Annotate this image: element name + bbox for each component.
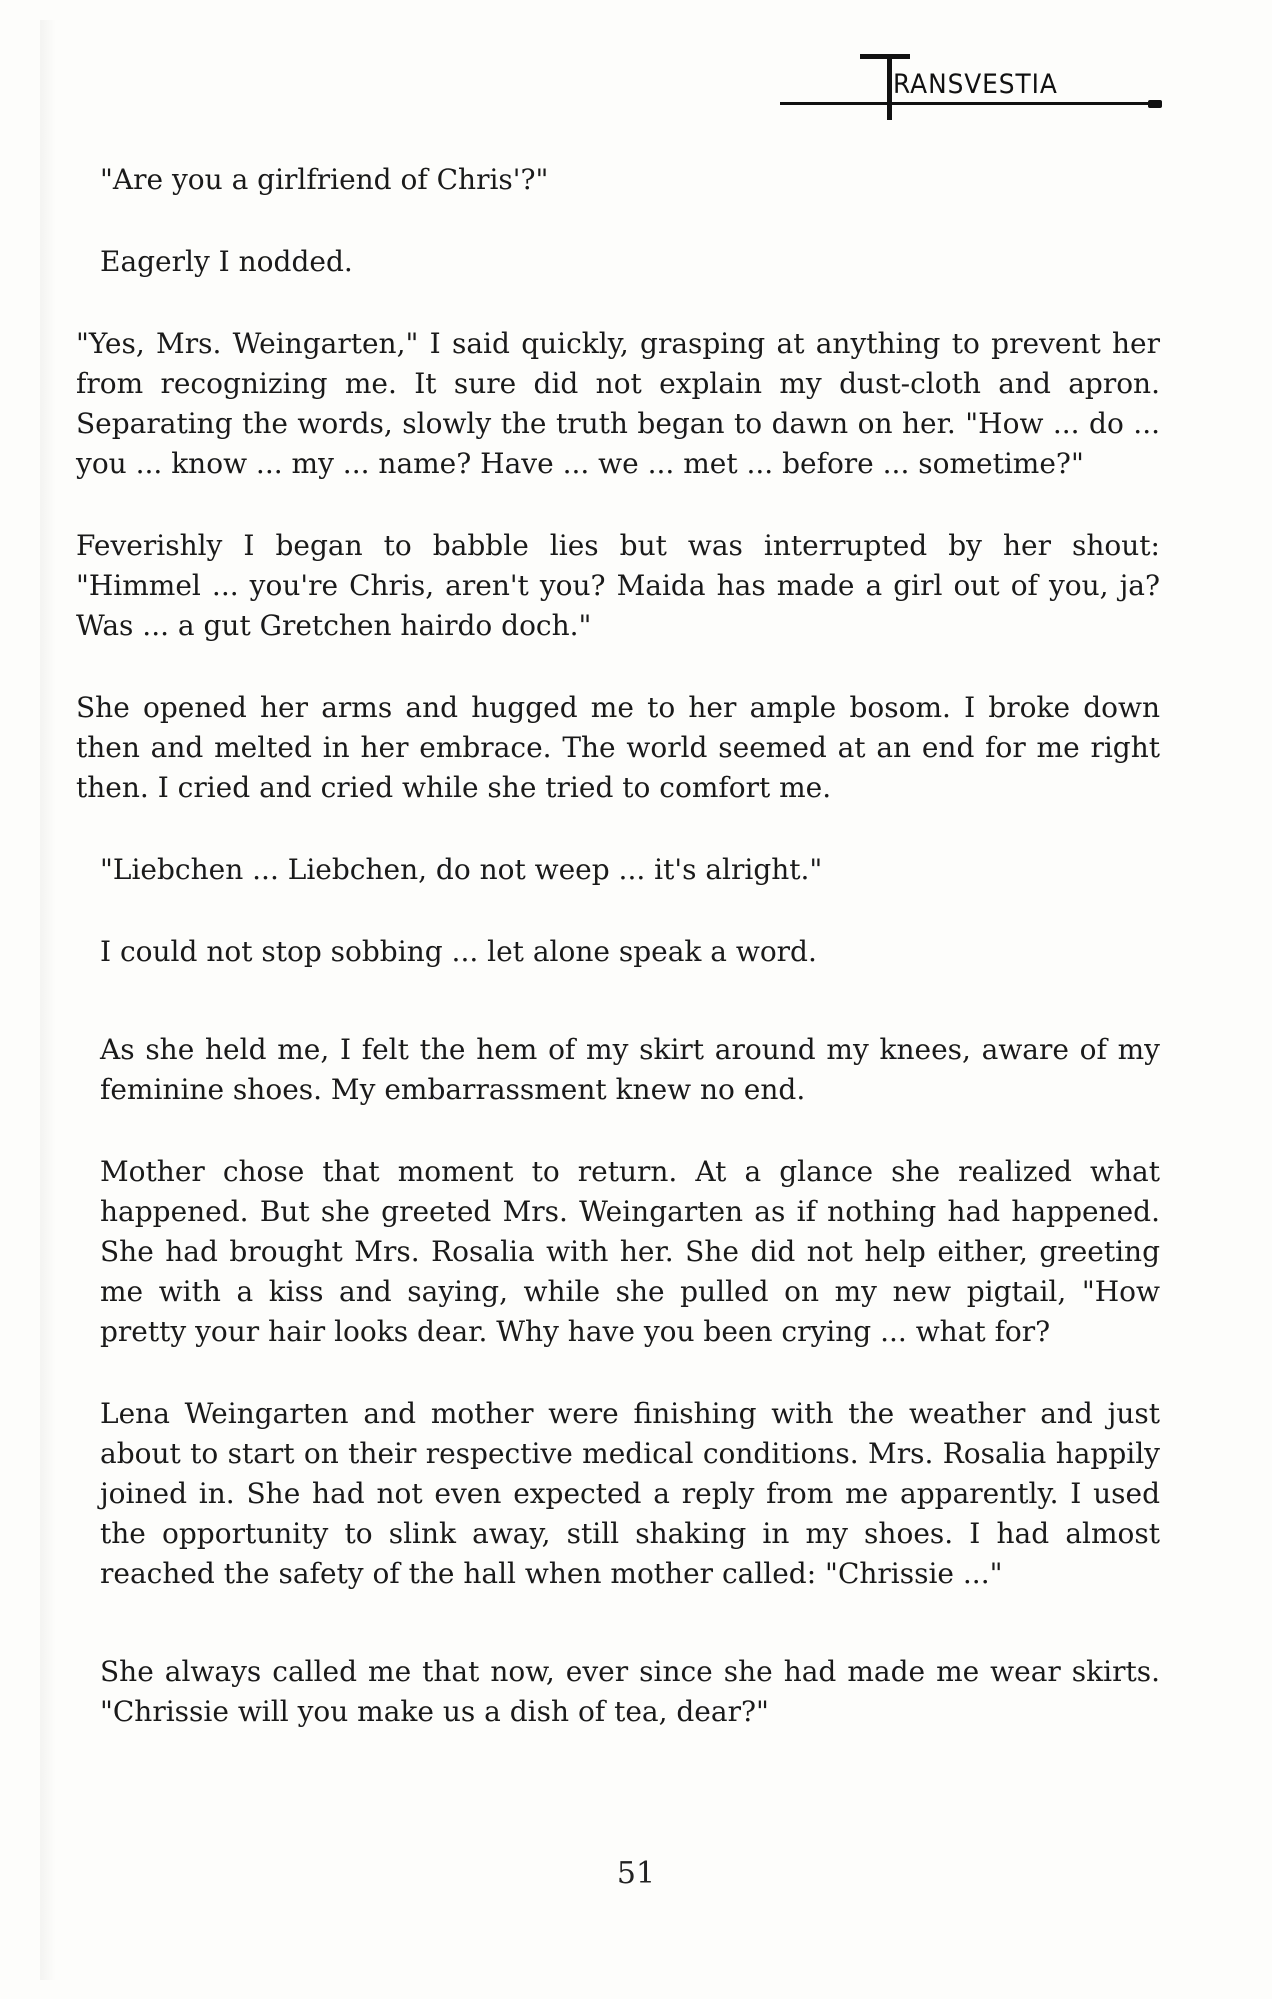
body-text [76, 160, 1160, 1774]
running-title: RANSVESTIA [893, 69, 1058, 100]
paragraph-4: Feverishly I began to babble lies but was interrupted by her shout: "Himmel ... you're Chris, aren't you? Maida has made a girl out of you, ja? Was ... a gut Gretchen hairdo doch." [76, 529, 1160, 642]
header-rule [780, 102, 1148, 105]
paragraph-8: As she held me, I felt the hem of my skirt around my knees, aware of my feminine shoes. My embarrassment knew no end. [100, 1033, 1160, 1106]
header-rule-end [1148, 100, 1162, 108]
page-number: 51 [616, 1856, 656, 1891]
paragraph-9: Mother chose that moment to return. At a glance she realized what happened. But she greeted Mrs. Weingarten as if nothing had happened. She had brought Mrs. Rosalia with her. She did not help either, greeting me with a kiss and saying, while she pulled on my new pigtail, "How pretty your hair looks dear. Why have you been crying ... what for? [100, 1155, 1160, 1348]
running-header [780, 52, 1180, 122]
paragraph-11: She always called me that now, ever since she had made me wear skirts. "Chrissie will you make us a dish of tea, dear?" [100, 1655, 1160, 1728]
paragraph-1: "Are you a girlfriend of Chris'?" [100, 163, 549, 196]
paragraph-5: She opened her arms and hugged me to her ample bosom. I broke down then and melted in her embrace. The world seemed at an end for me right then. I cried and cried while she tried to comfort me. [76, 691, 1160, 804]
paragraph-3: "Yes, Mrs. Weingarten," I said quickly, grasping at anything to prevent her from recognizing me. It sure did not explain my dust-cloth and apron. Separating the words, slowly the truth began to dawn on her. "How ... do ... you ... know ... my ... name? Have ... we ... met ... before ... sometime?" [76, 327, 1160, 480]
paragraph-7: I could not stop sobbing ... let alone speak a word. [100, 935, 817, 968]
paragraph-10: Lena Weingarten and mother were finishing with the weather and just about to start on their respective medical conditions. Mrs. Rosalia happily joined in. She had not even expected a reply from me apparently. I used the opportunity to slink away, still shaking in my shoes. I had almost reached the safety of the hall when mother called: "Chrissie ..." [100, 1397, 1160, 1590]
paragraph-2: Eagerly I nodded. [100, 245, 353, 278]
paragraph-6: "Liebchen ... Liebchen, do not weep ... it's alright." [100, 853, 823, 886]
